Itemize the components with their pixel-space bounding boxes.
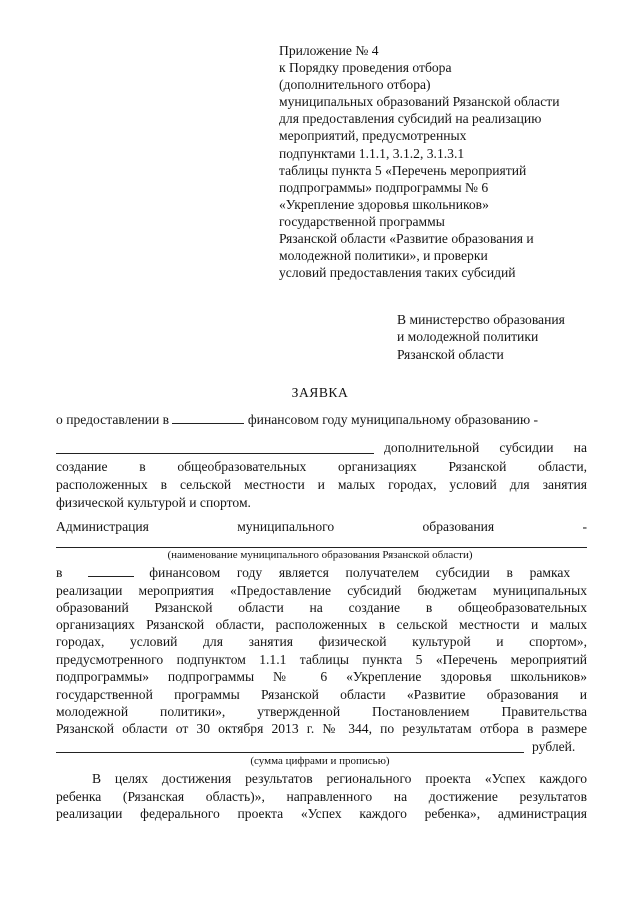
admin-text: предусмотренного подпунктом 1.1.1 таблицы пункта 5 «Перечень мероприятий [56, 652, 587, 667]
admin-text: Администрация муниципального образования - [56, 519, 587, 534]
intro-line-2 [384, 440, 587, 456]
admin-line [56, 721, 587, 737]
intro-line-4 [56, 477, 587, 493]
admin-line [56, 652, 587, 668]
municipality-blank[interactable] [56, 453, 374, 454]
appendix-line: подпрограммы» подпрограммы № 6 [279, 179, 489, 195]
admin-text: Рязанской области от 30 октября 2013 г. № 344, по результатам отбора в размере [56, 721, 587, 736]
admin-text: организациях Рязанской области, расположенных в сельской местности и малых [56, 617, 587, 632]
year-blank-1[interactable] [172, 412, 244, 424]
intro-text: о предоставлении в [56, 412, 170, 427]
amount-suffix: рублей. [532, 739, 576, 754]
appendix-line: молодежной политики», и проверки [279, 248, 488, 264]
admin-line [56, 704, 587, 720]
intro-line-5 [56, 495, 587, 511]
appendix-line: Приложение № 4 [279, 43, 379, 58]
appendix-line: «Укрепление здоровья школьников» [279, 196, 489, 212]
admin-line [56, 600, 587, 616]
appendix-line: к Порядку проведения отбора [279, 60, 452, 76]
admin-line-2 [56, 565, 587, 581]
appendix-line: подпунктами 1.1.1, 3.1.2, 3.1.3.1 [279, 145, 465, 161]
intro-text: финансовом году муниципальному образованию - [247, 412, 539, 427]
year-blank-2[interactable] [88, 565, 134, 577]
admin-text: образований Рязанской области на создание в общеобразовательных [56, 600, 587, 615]
recipient-line: Рязанской области [397, 346, 504, 362]
appendix-line: мероприятий, предусмотренных [279, 128, 467, 144]
appendix-line: муниципальных образований Рязанской области [279, 94, 560, 110]
appendix-line: (дополнительного отбора) [279, 77, 431, 93]
admin-text: финансовом году является получателем субсидии в рамках [149, 565, 571, 580]
intro-text: расположенных в сельской местности и малых городах, условий для занятия [56, 477, 587, 492]
admin-line [56, 634, 587, 650]
admin-line [56, 669, 587, 685]
appendix-line: условий предоставления таких субсидий [279, 265, 516, 281]
document-title: ЗАЯВКА [291, 385, 349, 400]
goal-line-1 [92, 771, 587, 787]
intro-line-1 [56, 412, 587, 428]
goal-text: ребенка (Рязанская область)», направленного на достижение результатов [56, 789, 587, 804]
admin-text: реализации мероприятия «Предоставление субсидий бюджетам муниципальных [56, 583, 587, 598]
admin-line [56, 687, 587, 703]
admin-text: государственной программы Рязанской области «Развитие образования и [56, 687, 587, 702]
admin-line [56, 583, 587, 599]
appendix-line: государственной программы [279, 213, 445, 229]
intro-text: физической культурой и спортом. [56, 495, 251, 510]
amount-caption: (сумма цифрами и прописью) [250, 755, 390, 767]
goal-line-2 [56, 789, 587, 805]
intro-text: дополнительной субсидии на [384, 440, 587, 455]
municipality-name-blank[interactable] [56, 547, 587, 548]
intro-line-3 [56, 459, 587, 475]
admin-text: подпрограммы» подпрограммы № 6 «Укрепление здоровья школьников» [56, 669, 587, 684]
appendix-line: Рязанской области «Развитие образования и [279, 231, 534, 247]
recipient-block [397, 311, 627, 363]
admin-line-1 [56, 519, 587, 535]
recipient-line: В министерство образования [397, 312, 565, 327]
appendix-line: таблицы пункта 5 «Перечень мероприятий [279, 162, 527, 178]
goal-text: реализации федерального проекта «Успех каждого ребенка», администрация [56, 806, 587, 821]
appendix-block [279, 42, 609, 281]
appendix-line: для предоставления субсидий на реализацию [279, 111, 542, 127]
admin-line [56, 617, 587, 633]
admin-text: в [56, 565, 63, 580]
goal-text: В целях достижения результатов регионального проекта «Успех каждого [92, 771, 587, 786]
recipient-line: и молодежной политики [397, 329, 539, 345]
amount-blank[interactable] [56, 752, 524, 753]
municipality-caption: (наименование муниципального образования Рязанской области) [167, 549, 473, 561]
admin-text: молодежной политики», утвержденной Постановлением Правительства [56, 704, 587, 719]
admin-text: городах, условий для занятия физической культурой и спортом», [56, 634, 587, 649]
intro-text: создание в общеобразовательных организациях Рязанской области, [56, 459, 587, 474]
goal-line-3 [56, 806, 587, 822]
